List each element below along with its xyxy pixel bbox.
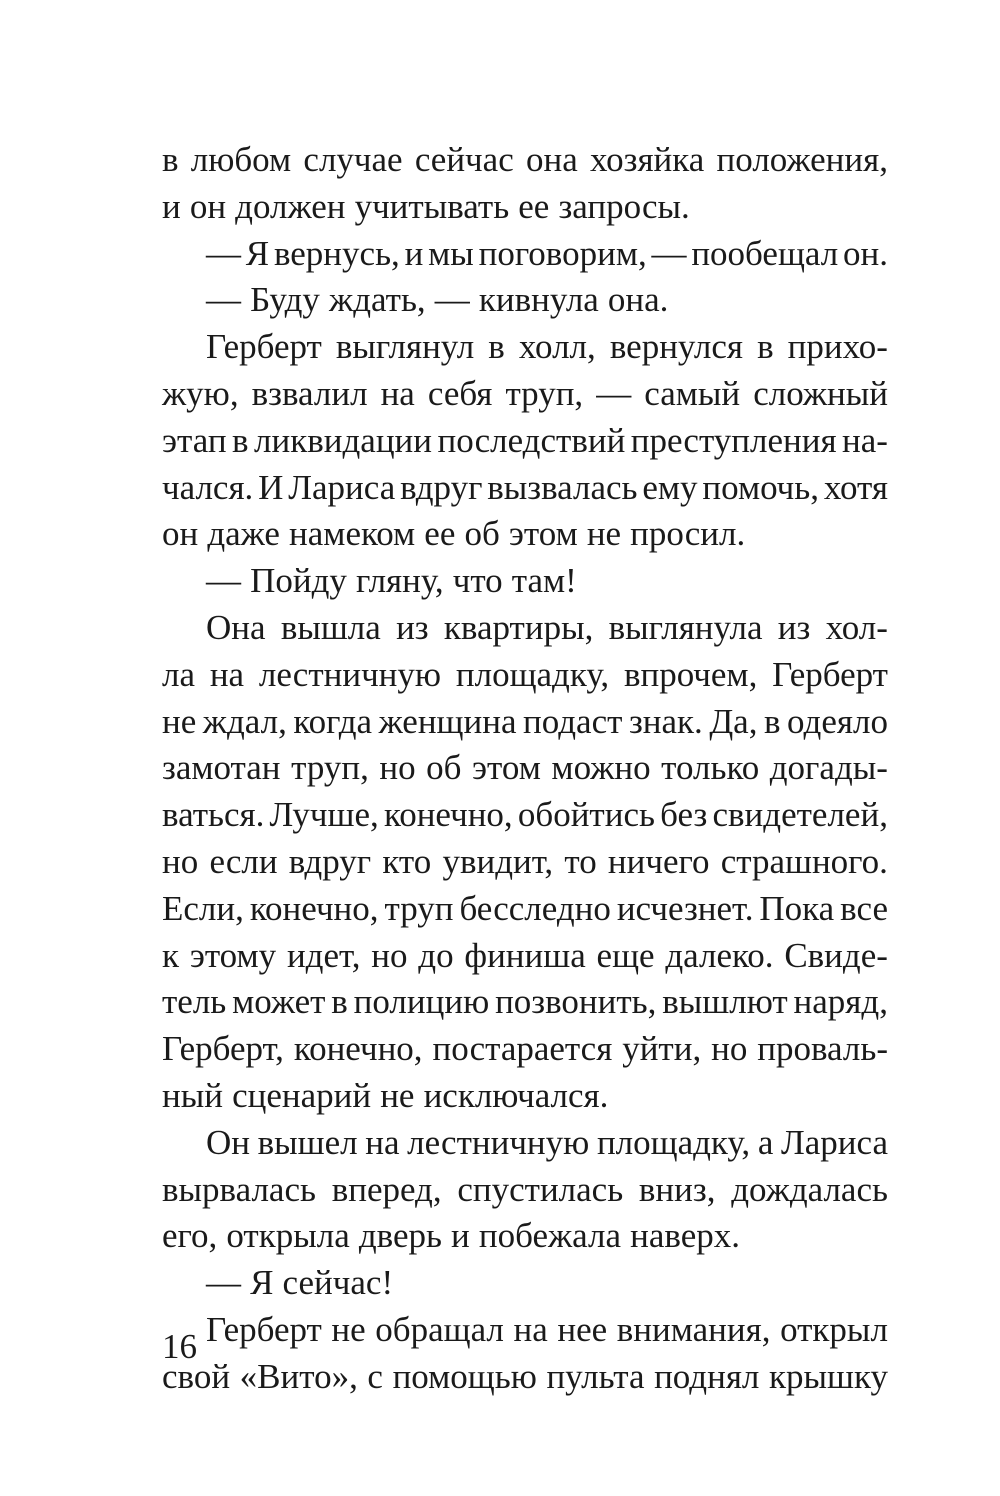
body-text bbox=[162, 137, 888, 1401]
text-line: вырвалась вперед, спустилась вниз, дождалась bbox=[162, 1169, 888, 1209]
text-line: к этому идет, но до финиша еще далеко. Свиде- bbox=[162, 935, 888, 975]
text-line: в любом случае сейчас она хозяйка положения, bbox=[162, 140, 888, 179]
text-line: не ждал, когда женщина подаст знак. Да, в одеяло bbox=[162, 701, 888, 741]
text-line: ный сценарий не исключался. bbox=[162, 1075, 609, 1115]
text-line: Он вышел на лестничную площадку, а Лариса bbox=[206, 1122, 888, 1162]
text-line: Герберт не обращал на нее внимания, открыл bbox=[206, 1309, 888, 1349]
text-line: чался. И Лариса вдруг вызвалась ему помочь, хотя bbox=[162, 467, 888, 507]
text-line: этап в ликвидации последствий преступления на- bbox=[162, 420, 888, 460]
text-line: — Пойду гляну, что там! bbox=[206, 561, 577, 601]
text-line: замотан труп, но об этом можно только догады- bbox=[162, 748, 888, 788]
text-line: свой «Вито», с помощью пульта поднял крышку bbox=[162, 1356, 888, 1396]
text-line: и он должен учитывать ее запросы. bbox=[162, 186, 690, 226]
text-line: его, открыла дверь и побежала наверх. bbox=[162, 1216, 740, 1256]
text-line: жую, взвалил на себя труп, — самый сложный bbox=[162, 373, 888, 413]
text-line: Если, конечно, труп бесследно исчезнет. Пока все bbox=[162, 888, 888, 928]
text-line: тель может в полицию позвонить, вышлют наряд, bbox=[162, 982, 888, 1022]
text-line: он даже намеком ее об этом не просил. bbox=[162, 514, 746, 554]
page-number: 16 bbox=[162, 1327, 197, 1366]
text-line: Она вышла из квартиры, выглянула из хол- bbox=[206, 607, 888, 647]
text-line: но если вдруг кто увидит, то ничего страшного. bbox=[162, 841, 888, 881]
text-line: ваться. Лучше, конечно, обойтись без свидетелей, bbox=[162, 795, 888, 835]
text-line: ла на лестничную площадку, впрочем, Герберт bbox=[162, 654, 888, 694]
text-line: — Я сейчас! bbox=[206, 1263, 394, 1303]
text-line: — Я вернусь, и мы поговорим, — пообещал он. bbox=[206, 233, 888, 273]
text-line: Герберт выглянул в холл, вернулся в прихо- bbox=[206, 327, 888, 367]
text-line: Герберт, конечно, постарается уйти, но проваль- bbox=[162, 1029, 888, 1069]
text-line: — Буду ждать, — кивнула она. bbox=[206, 280, 669, 320]
